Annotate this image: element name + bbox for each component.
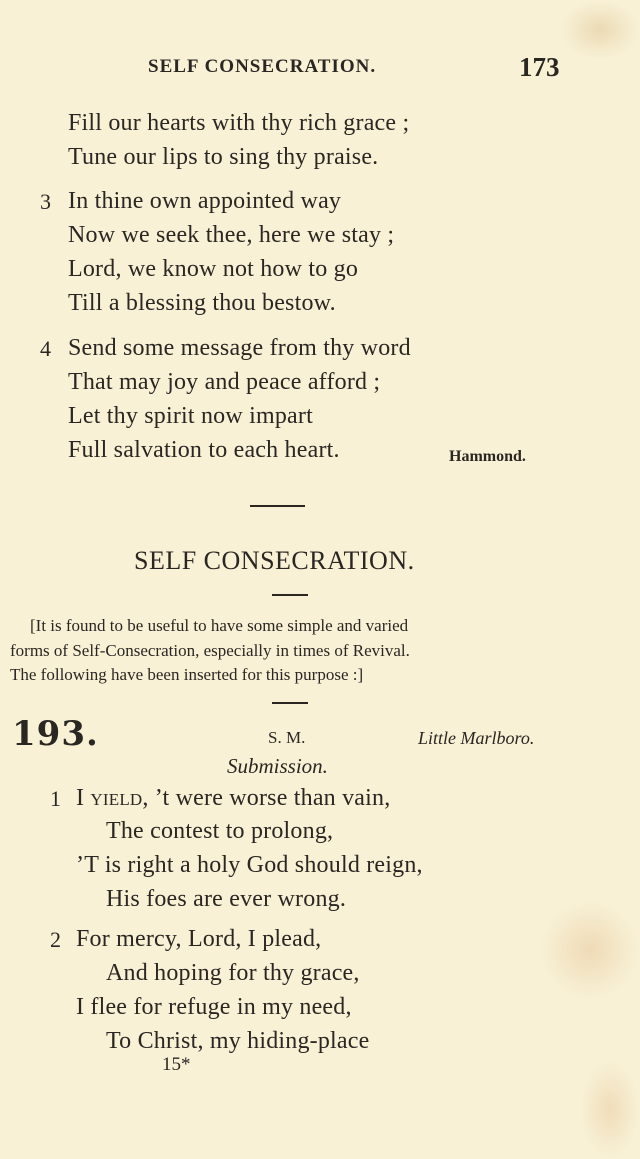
paper-stain xyxy=(560,0,640,60)
hymn-title: Submission. xyxy=(227,754,328,778)
hymn-number: 193. xyxy=(12,714,99,754)
section-divider-rule xyxy=(250,505,305,507)
hymn-meter: S. M. xyxy=(268,728,306,747)
verse-line: And hoping for thy grace, xyxy=(106,960,360,986)
author-attribution: Hammond. xyxy=(449,448,526,465)
running-head: SELF CONSECRATION. xyxy=(148,56,377,77)
verse-number: 1 xyxy=(50,786,61,811)
verse-line: That may joy and peace afford ; xyxy=(68,369,381,395)
verse-line: His foes are ever wrong. xyxy=(106,886,347,912)
signature-mark: 15* xyxy=(162,1054,191,1075)
verse-line: Till a blessing thou bestow. xyxy=(68,290,336,316)
verse-line: Lord, we know not how to go xyxy=(68,256,359,282)
note-divider-rule xyxy=(272,702,308,704)
section-title: SELF CONSECRATION. xyxy=(134,546,415,575)
verse-line: I flee for refuge in my need, xyxy=(76,994,352,1020)
page-number: 173 xyxy=(519,52,560,82)
verse-line: Tune our lips to sing thy praise. xyxy=(68,144,379,170)
verse-line: Send some message from thy word xyxy=(68,335,411,361)
verse-number: 2 xyxy=(50,927,61,952)
hymn-tune: Little Marlboro. xyxy=(418,728,535,748)
editorial-note-line: forms of Self-Consecration, especially in times of Revival. xyxy=(10,641,410,660)
verse-line: Let thy spirit now impart xyxy=(68,403,313,429)
first-word: I xyxy=(76,785,85,811)
verse-number: 3 xyxy=(40,189,51,214)
paper-stain xyxy=(580,1060,640,1159)
verse-line: Now we seek thee, here we stay ; xyxy=(68,222,395,248)
first-line-rest: , ’t were worse than vain, xyxy=(142,785,391,811)
verse-line: Fill our hearts with thy rich grace ; xyxy=(68,110,410,136)
verse-line: Full salvation to each heart. xyxy=(68,437,340,463)
editorial-note-line: [It is found to be useful to have some simple and varied xyxy=(30,616,409,635)
verse-line-first xyxy=(76,785,390,812)
title-divider-rule xyxy=(272,594,308,596)
paper-stain xyxy=(540,900,640,1000)
verse-number: 4 xyxy=(40,336,51,361)
verse-line: In thine own appointed way xyxy=(68,188,342,214)
verse-line: To Christ, my hiding-place xyxy=(106,1028,370,1054)
editorial-note-line: The following have been inserted for this purpose :] xyxy=(10,665,364,684)
small-caps-word: yield xyxy=(90,785,143,811)
verse-line: For mercy, Lord, I plead, xyxy=(76,926,322,952)
verse-line: The contest to prolong, xyxy=(106,818,334,844)
verse-line: ’T is right a holy God should reign, xyxy=(76,852,423,878)
